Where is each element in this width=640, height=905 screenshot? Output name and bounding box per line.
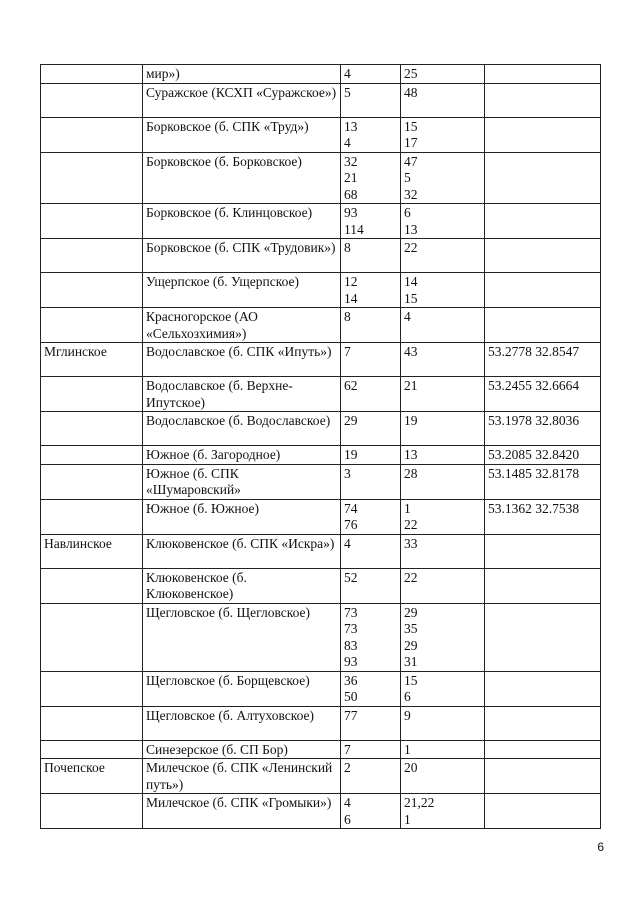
field-number-cell-line: 1 — [404, 741, 411, 757]
field-number-cell-line: 32 — [404, 186, 418, 202]
plot-number-cell — [341, 464, 401, 499]
field-number-cell-line: 25 — [404, 66, 418, 81]
district-cell — [41, 152, 143, 204]
plot-number-cell-line: 62 — [344, 378, 358, 393]
plot-number-cell — [341, 759, 401, 794]
plot-number-cell — [341, 706, 401, 740]
table-row — [41, 603, 601, 671]
field-number-cell-line: 14 — [404, 274, 418, 289]
field-number-cell — [401, 446, 485, 465]
district-cell: Навлинское — [41, 534, 143, 568]
field-number-cell — [401, 239, 485, 273]
farm-name-cell: мир») — [143, 65, 341, 84]
farm-name-cell: Красногорское (АО «Сельхозхимия») — [143, 308, 341, 343]
farm-name-cell: Борковское (б. Борковское) — [143, 152, 341, 204]
coordinates-cell — [485, 706, 601, 740]
field-number-cell — [401, 568, 485, 603]
plot-number-cell-line: 8 — [344, 240, 351, 255]
plot-number-cell-line: 4 — [344, 66, 351, 81]
field-number-cell-line: 22 — [404, 569, 418, 585]
field-number-cell — [401, 671, 485, 706]
table-row — [41, 117, 601, 152]
plot-number-cell-line: 83 — [344, 637, 358, 653]
field-number-cell-line: 35 — [404, 621, 418, 636]
coordinates-cell — [485, 568, 601, 603]
plot-number-cell — [341, 499, 401, 534]
plot-number-cell-line: 8 — [344, 309, 351, 324]
table-row — [41, 706, 601, 740]
plot-number-cell-line: 50 — [344, 689, 358, 704]
plot-number-cell-line: 4 — [344, 795, 351, 810]
plot-number-cell-line: 6 — [344, 811, 351, 827]
table-row — [41, 568, 601, 603]
field-number-cell-line: 21,22 — [404, 795, 435, 810]
table-row — [41, 273, 601, 308]
page-number: 6 — [597, 840, 604, 854]
field-number-cell-line: 47 — [404, 153, 418, 169]
plot-number-cell — [341, 117, 401, 152]
farm-name-cell: Борковское (б. Клинцовское) — [143, 204, 341, 239]
plot-number-cell — [341, 377, 401, 412]
plot-number-cell-line: 73 — [344, 621, 358, 636]
plot-number-cell-line: 52 — [344, 569, 358, 585]
district-cell — [41, 568, 143, 603]
plot-number-cell — [341, 534, 401, 568]
field-number-cell-line: 1 — [404, 500, 411, 516]
district-cell — [41, 117, 143, 152]
plot-number-cell-line: 4 — [344, 535, 351, 551]
table-row — [41, 740, 601, 759]
farm-name-cell: Клюковенское (б. СПК «Искра») — [143, 534, 341, 568]
field-number-cell-line: 33 — [404, 535, 418, 551]
table-row — [41, 65, 601, 84]
field-number-cell-line: 9 — [404, 707, 411, 723]
district-cell — [41, 446, 143, 465]
table-row — [41, 412, 601, 446]
plot-number-cell — [341, 204, 401, 239]
table-body — [41, 65, 601, 829]
district-cell — [41, 671, 143, 706]
field-number-cell-line: 5 — [404, 170, 411, 185]
coordinates-cell: 53.2455 32.6664 — [485, 377, 601, 412]
plot-number-cell — [341, 603, 401, 671]
table-row — [41, 377, 601, 412]
coordinates-cell — [485, 117, 601, 152]
field-number-cell — [401, 152, 485, 204]
district-cell — [41, 499, 143, 534]
field-number-cell — [401, 83, 485, 117]
coordinates-cell — [485, 308, 601, 343]
plot-number-cell-line: 3 — [344, 465, 351, 481]
field-number-cell-line: 22 — [404, 517, 418, 532]
plot-number-cell-line: 93 — [344, 205, 358, 220]
plot-number-cell-line: 7 — [344, 741, 351, 757]
coordinates-cell — [485, 603, 601, 671]
field-number-cell — [401, 534, 485, 568]
district-cell — [41, 740, 143, 759]
plot-number-cell-line: 77 — [344, 707, 358, 723]
coordinates-cell — [485, 273, 601, 308]
plot-number-cell-line: 4 — [344, 135, 351, 150]
plot-number-cell — [341, 671, 401, 706]
plot-number-cell — [341, 152, 401, 204]
plot-number-cell — [341, 412, 401, 446]
table-row — [41, 239, 601, 273]
coordinates-cell: 53.2778 32.8547 — [485, 343, 601, 377]
farm-name-cell: Щегловское (б. Алтуховское) — [143, 706, 341, 740]
plot-number-cell — [341, 239, 401, 273]
plot-number-cell — [341, 308, 401, 343]
plot-number-cell-line: 12 — [344, 274, 358, 289]
district-cell — [41, 273, 143, 308]
farm-name-cell: Синезерское (б. СП Бор) — [143, 740, 341, 759]
coordinates-cell: 53.1978 32.8036 — [485, 412, 601, 446]
coordinates-cell — [485, 65, 601, 84]
farm-name-cell: Южное (б. Загородное) — [143, 446, 341, 465]
field-number-cell — [401, 377, 485, 412]
plot-number-cell-line: 2 — [344, 760, 351, 775]
district-cell — [41, 464, 143, 499]
farm-name-cell: Ущерпское (б. Ущерпское) — [143, 273, 341, 308]
field-number-cell — [401, 759, 485, 794]
table-row — [41, 83, 601, 117]
farm-name-cell: Водославское (б. Водославское) — [143, 412, 341, 446]
field-number-cell-line: 20 — [404, 760, 418, 775]
district-cell — [41, 308, 143, 343]
table-row — [41, 446, 601, 465]
coordinates-cell — [485, 83, 601, 117]
field-number-cell — [401, 706, 485, 740]
table-row — [41, 464, 601, 499]
district-cell — [41, 377, 143, 412]
district-cell — [41, 412, 143, 446]
field-number-cell — [401, 117, 485, 152]
field-number-cell-line: 17 — [404, 135, 418, 150]
district-cell — [41, 239, 143, 273]
plot-number-cell — [341, 446, 401, 465]
coordinates-cell: 53.1485 32.8178 — [485, 464, 601, 499]
district-cell — [41, 603, 143, 671]
plot-number-cell-line: 29 — [344, 413, 358, 428]
farm-name-cell: Борковское (б. СПК «Трудовик») — [143, 239, 341, 273]
field-number-cell-line: 22 — [404, 240, 418, 255]
table-row — [41, 152, 601, 204]
field-number-cell-line: 29 — [404, 604, 418, 620]
coordinates-cell: 53.2085 32.8420 — [485, 446, 601, 465]
table-row — [41, 794, 601, 829]
plot-number-cell-line: 7 — [344, 344, 351, 359]
field-number-cell-line: 4 — [404, 309, 411, 324]
farm-name-cell: Водославское (б. Верхне-Ипутское) — [143, 377, 341, 412]
field-number-cell — [401, 343, 485, 377]
table-row — [41, 308, 601, 343]
field-number-cell-line: 31 — [404, 654, 418, 669]
plot-number-cell — [341, 794, 401, 829]
table-row — [41, 499, 601, 534]
farm-name-cell: Водославское (б. СПК «Ипуть») — [143, 343, 341, 377]
district-cell — [41, 65, 143, 84]
plot-number-cell-line: 74 — [344, 500, 358, 516]
coordinates-cell — [485, 759, 601, 794]
field-number-cell-line: 1 — [404, 811, 411, 827]
coordinates-cell — [485, 152, 601, 204]
plot-number-cell-line: 73 — [344, 604, 358, 620]
plot-number-cell — [341, 83, 401, 117]
district-cell — [41, 706, 143, 740]
plot-number-cell-line: 14 — [344, 290, 358, 306]
table-row — [41, 671, 601, 706]
field-number-cell-line: 15 — [404, 290, 418, 306]
plot-number-cell — [341, 568, 401, 603]
plot-number-cell — [341, 65, 401, 84]
farm-name-cell: Южное (б. Южное) — [143, 499, 341, 534]
plot-number-cell-line: 19 — [344, 447, 358, 462]
land-plots-table — [40, 64, 601, 829]
plot-number-cell-line: 32 — [344, 153, 358, 169]
farm-name-cell: Клюковенское (б. Клюковенское) — [143, 568, 341, 603]
field-number-cell — [401, 273, 485, 308]
field-number-cell — [401, 794, 485, 829]
farm-name-cell: Милечское (б. СПК «Ленинский путь») — [143, 759, 341, 794]
district-cell — [41, 83, 143, 117]
district-cell: Мглинское — [41, 343, 143, 377]
field-number-cell-line: 43 — [404, 344, 418, 359]
field-number-cell-line: 15 — [404, 118, 418, 134]
plot-number-cell-line: 36 — [344, 672, 358, 688]
plot-number-cell-line: 68 — [344, 186, 358, 202]
coordinates-cell — [485, 239, 601, 273]
field-number-cell — [401, 204, 485, 239]
field-number-cell-line: 6 — [404, 689, 411, 704]
plot-number-cell — [341, 343, 401, 377]
field-number-cell-line: 21 — [404, 378, 418, 393]
field-number-cell — [401, 740, 485, 759]
field-number-cell — [401, 464, 485, 499]
farm-name-cell: Щегловское (б. Щегловское) — [143, 603, 341, 671]
farm-name-cell: Борковское (б. СПК «Труд») — [143, 117, 341, 152]
field-number-cell — [401, 412, 485, 446]
field-number-cell-line: 19 — [404, 413, 418, 428]
field-number-cell — [401, 603, 485, 671]
coordinates-cell: 53.1362 32.7538 — [485, 499, 601, 534]
field-number-cell — [401, 499, 485, 534]
plot-number-cell — [341, 273, 401, 308]
table-row — [41, 204, 601, 239]
district-cell — [41, 794, 143, 829]
district-cell: Почепское — [41, 759, 143, 794]
field-number-cell — [401, 308, 485, 343]
table-row — [41, 534, 601, 568]
plot-number-cell — [341, 740, 401, 759]
table-row — [41, 343, 601, 377]
field-number-cell-line: 48 — [404, 84, 418, 100]
field-number-cell-line: 29 — [404, 637, 418, 653]
field-number-cell-line: 28 — [404, 465, 418, 481]
coordinates-cell — [485, 794, 601, 829]
table-row — [41, 759, 601, 794]
farm-name-cell: Милечское (б. СПК «Громыки») — [143, 794, 341, 829]
plot-number-cell-line: 21 — [344, 170, 358, 185]
field-number-cell-line: 6 — [404, 205, 411, 220]
plot-number-cell-line: 13 — [344, 118, 358, 134]
farm-name-cell: Щегловское (б. Борщевское) — [143, 671, 341, 706]
plot-number-cell-line: 76 — [344, 517, 358, 532]
plot-number-cell-line: 5 — [344, 84, 351, 100]
coordinates-cell — [485, 204, 601, 239]
farm-name-cell: Южное (б. СПК «Шумаровский» — [143, 464, 341, 499]
plot-number-cell-line: 114 — [344, 221, 364, 237]
coordinates-cell — [485, 534, 601, 568]
field-number-cell-line: 15 — [404, 672, 418, 688]
coordinates-cell — [485, 740, 601, 759]
field-number-cell-line: 13 — [404, 447, 418, 462]
plot-number-cell-line: 93 — [344, 654, 358, 669]
field-number-cell-line: 13 — [404, 221, 418, 237]
coordinates-cell — [485, 671, 601, 706]
field-number-cell — [401, 65, 485, 84]
farm-name-cell: Суражское (КСХП «Суражское») — [143, 83, 341, 117]
district-cell — [41, 204, 143, 239]
